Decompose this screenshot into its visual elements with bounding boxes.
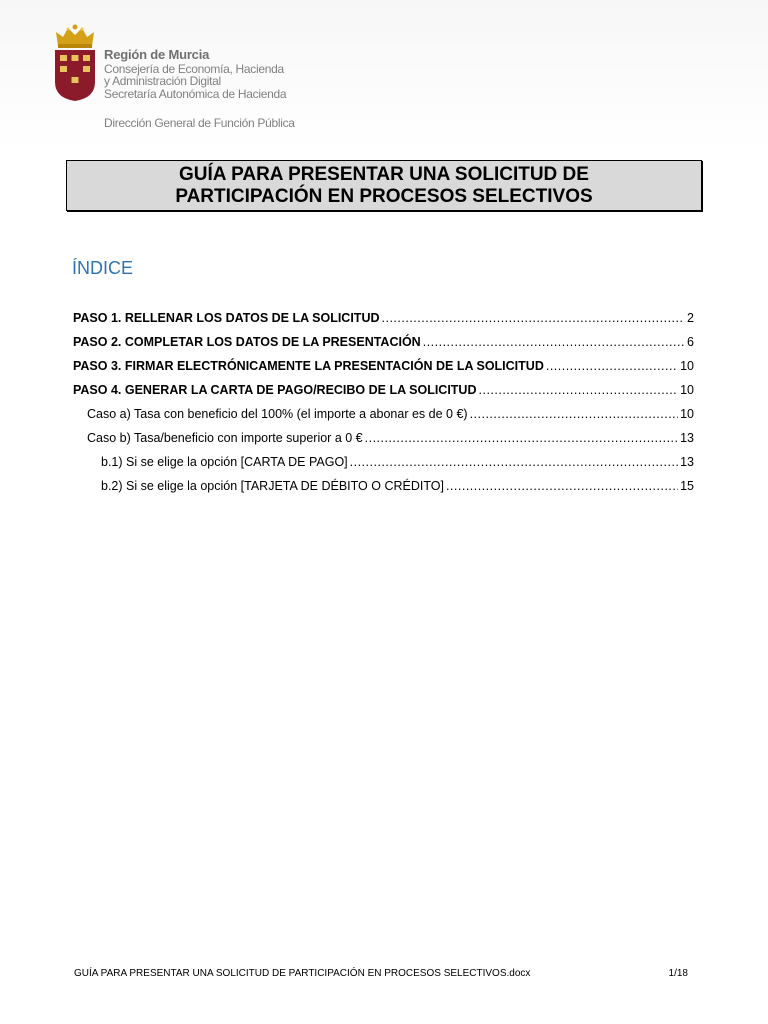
toc-entry-page: 10	[680, 383, 694, 397]
toc-entry-page: 10	[680, 407, 694, 421]
department-line-1: Consejería de Economía, Hacienda	[104, 61, 284, 76]
organization-block	[104, 49, 295, 130]
toc-entry-paso-1[interactable]	[73, 310, 694, 334]
document-title-box	[66, 160, 702, 211]
page-footer	[74, 968, 688, 979]
toc-entry-page: 13	[680, 431, 694, 445]
footer-filename: GUÍA PARA PRESENTAR UNA SOLICITUD DE PARTICIPACIÓN EN PROCESOS SELECTIVOS.docx	[74, 968, 531, 979]
toc-leader-dots	[546, 358, 678, 374]
toc-entry-caso-b[interactable]	[73, 430, 694, 454]
directorate-name: Dirección General de Función Pública	[104, 116, 295, 130]
toc-entry-paso-2[interactable]	[73, 334, 694, 358]
toc-entry-text: Caso a) Tasa con beneficio del 100% (el importe a abonar es de 0 €)	[87, 407, 468, 421]
toc-entry-b2[interactable]	[73, 478, 694, 502]
document-title-line-1: GUÍA PARA PRESENTAR UNA SOLICITUD DE	[179, 163, 589, 185]
toc-entry-b1[interactable]	[73, 454, 694, 478]
toc-entry-text: PASO 3. FIRMAR ELECTRÓNICAMENTE LA PRESENTACIÓN DE LA SOLICITUD	[73, 359, 544, 373]
toc-entry-text: PASO 4. GENERAR LA CARTA DE PAGO/RECIBO DE LA SOLICITUD	[73, 383, 477, 397]
toc-leader-dots	[423, 334, 684, 350]
region-name: Región de Murcia	[104, 47, 210, 62]
shield-icon	[55, 50, 95, 101]
crown-icon	[56, 25, 94, 49]
toc-entry-page: 15	[680, 479, 694, 493]
toc-entry-text: b.1) Si se elige la opción [CARTA DE PAGO]	[101, 455, 348, 469]
toc-leader-dots	[350, 454, 678, 470]
toc-entry-page: 2	[687, 311, 694, 325]
department-line-2: y Administración Digital	[104, 74, 221, 88]
toc-leader-dots	[382, 310, 684, 326]
document-title-line-2: PARTICIPACIÓN EN PROCESOS SELECTIVOS	[175, 185, 593, 207]
toc-entry-page: 10	[680, 359, 694, 373]
toc-entry-caso-a[interactable]	[73, 406, 694, 430]
toc-entry-page: 13	[680, 455, 694, 469]
toc-entry-text: PASO 1. RELLENAR LOS DATOS DE LA SOLICITUD	[73, 311, 380, 325]
toc-entry-paso-4[interactable]	[73, 382, 694, 406]
toc-entry-text: Caso b) Tasa/beneficio con importe superior a 0 €	[87, 431, 363, 445]
department-line-3: Secretaría Autonómica de Hacienda	[104, 86, 287, 101]
toc-entry-paso-3[interactable]	[73, 358, 694, 382]
toc-leader-dots	[479, 382, 679, 398]
toc-leader-dots	[446, 478, 678, 494]
toc-entry-text: b.2) Si se elige la opción [TARJETA DE DÉBITO O CRÉDITO]	[101, 479, 444, 493]
region-murcia-crest-logo	[52, 24, 98, 102]
footer-page-number: 1/18	[668, 968, 688, 979]
toc-entry-page: 6	[687, 335, 694, 349]
toc-leader-dots	[470, 406, 679, 422]
toc-entry-text: PASO 2. COMPLETAR LOS DATOS DE LA PRESENTACIÓN	[73, 335, 421, 349]
toc-leader-dots	[365, 430, 678, 446]
toc-heading: ÍNDICE	[72, 258, 134, 278]
table-of-contents	[73, 310, 694, 502]
